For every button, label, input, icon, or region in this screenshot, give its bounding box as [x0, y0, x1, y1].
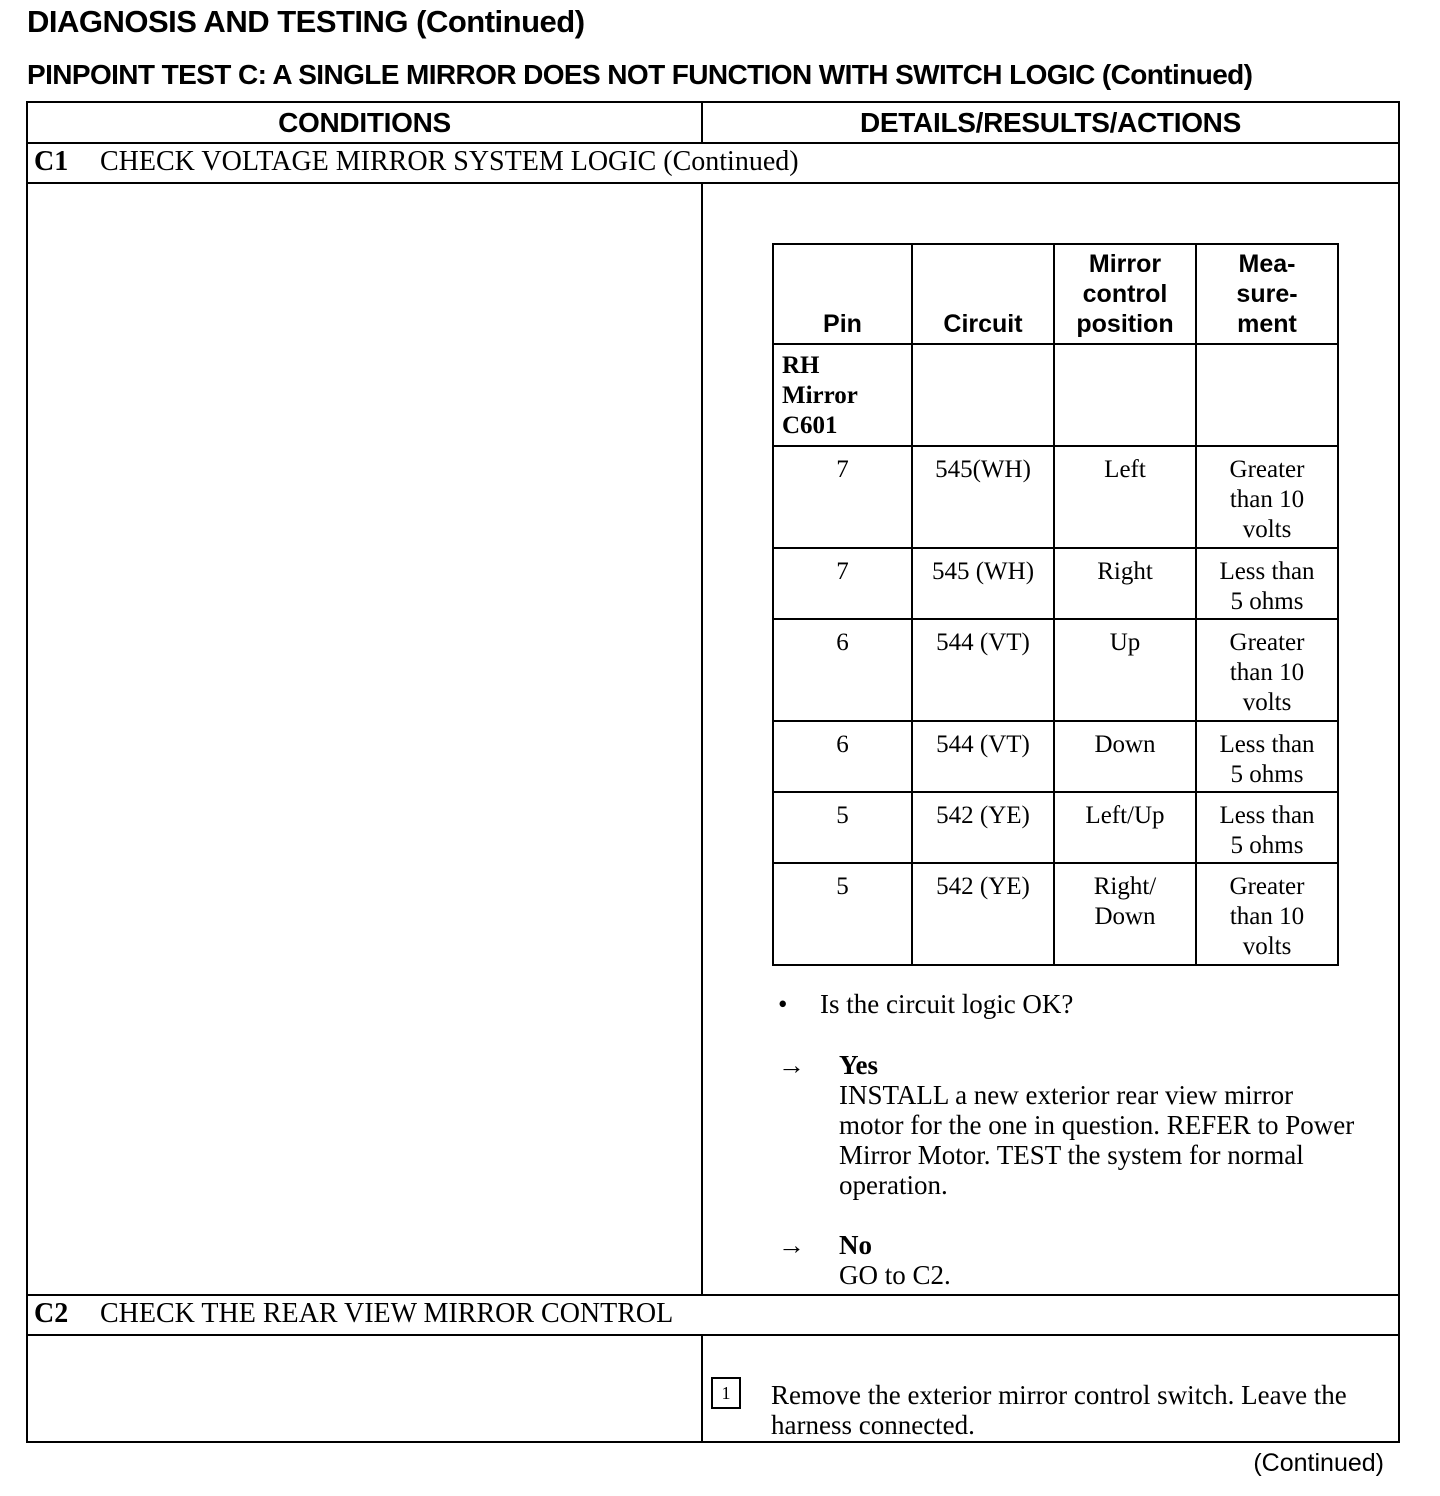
arrow-right-icon: → — [778, 1230, 805, 1260]
cell-circuit: 544 (VT) — [912, 619, 1054, 721]
column-divider-c2 — [701, 1335, 703, 1442]
answer-yes-label: Yes — [839, 1050, 878, 1080]
header-measurement: Mea- sure- ment — [1196, 244, 1338, 344]
cell-circuit: 544 (VT) — [912, 721, 1054, 792]
arrow-right-icon: → — [778, 1050, 805, 1080]
cell-position: Right/ Down — [1054, 863, 1196, 965]
c1-title-divider — [26, 182, 1400, 184]
table-row — [773, 446, 1338, 548]
cell-circuit: 545(WH) — [912, 446, 1054, 548]
step-c2-title: CHECK THE REAR VIEW MIRROR CONTROL — [100, 1298, 674, 1329]
cell-circuit: 542 (YE) — [912, 792, 1054, 863]
action-step-number: 1 — [711, 1377, 741, 1409]
table-row — [773, 721, 1338, 792]
cell-position: Down — [1054, 721, 1196, 792]
page-title: DIAGNOSIS AND TESTING (Continued) — [27, 4, 585, 39]
c2-top-divider — [26, 1294, 1400, 1296]
step-c2-code: C2 — [34, 1298, 69, 1329]
cell-pin: 6 — [773, 721, 912, 792]
cell-pin: 6 — [773, 619, 912, 721]
answer-no-label: No — [839, 1230, 872, 1260]
cell-measurement: Less than 5 ohms — [1196, 548, 1338, 619]
header-pin: Pin — [773, 244, 912, 344]
cell-pin: 7 — [773, 446, 912, 548]
step-c1-header — [34, 146, 799, 178]
cell-circuit: 542 (YE) — [912, 863, 1054, 965]
table-row — [773, 619, 1338, 721]
column-header-conditions: CONDITIONS — [278, 107, 451, 138]
question-text: Is the circuit logic OK? — [820, 989, 1074, 1019]
test-title: PINPOINT TEST C: A SINGLE MIRROR DOES NOT FUNCTION WITH SWITCH LOGIC (Continued) — [27, 59, 1253, 90]
cell-measurement: Greater than 10 volts — [1196, 619, 1338, 721]
cell-position: Right — [1054, 548, 1196, 619]
group-label: RH Mirror C601 — [773, 344, 912, 446]
header-circuit: Circuit — [912, 244, 1054, 344]
table-row — [773, 792, 1338, 863]
answer-yes-text: INSTALL a new exterior rear view mirror motor for the one in question. REFER to Power Mirror Motor. TEST the system for normal operation. — [839, 1080, 1355, 1200]
measurement-header-row — [773, 244, 1338, 344]
answer-no-text: GO to C2. — [839, 1260, 951, 1290]
bullet-icon: • — [778, 989, 788, 1019]
step-c1-title: CHECK VOLTAGE MIRROR SYSTEM LOGIC (Continued) — [100, 146, 799, 177]
cell-measurement: Less than 5 ohms — [1196, 792, 1338, 863]
table-row — [773, 548, 1338, 619]
column-divider-c1 — [701, 183, 703, 1295]
action-step-text: Remove the exterior mirror control switch. Leave the harness connected. — [771, 1380, 1347, 1440]
cell-circuit: 545 (WH) — [912, 548, 1054, 619]
cell-measurement: Greater than 10 volts — [1196, 446, 1338, 548]
group-row-rh-mirror — [773, 344, 1338, 446]
column-header-details: DETAILS/RESULTS/ACTIONS — [860, 107, 1241, 138]
step-c1-code: C1 — [34, 146, 69, 177]
step-c2-header — [34, 1298, 673, 1330]
cell-measurement: Less than 5 ohms — [1196, 721, 1338, 792]
cell-position: Up — [1054, 619, 1196, 721]
cell-position: Left/Up — [1054, 792, 1196, 863]
measurement-table — [772, 243, 1339, 966]
cell-pin: 5 — [773, 792, 912, 863]
table-row — [773, 863, 1338, 965]
cell-pin: 7 — [773, 548, 912, 619]
question-circuit-logic — [778, 989, 1073, 1020]
cell-measurement: Greater than 10 volts — [1196, 863, 1338, 965]
cell-position: Left — [1054, 446, 1196, 548]
header-mirror-control-position: Mirror control position — [1054, 244, 1196, 344]
c2-title-divider — [26, 1334, 1400, 1336]
cell-pin: 5 — [773, 863, 912, 965]
continued-note: (Continued) — [1253, 1449, 1384, 1477]
